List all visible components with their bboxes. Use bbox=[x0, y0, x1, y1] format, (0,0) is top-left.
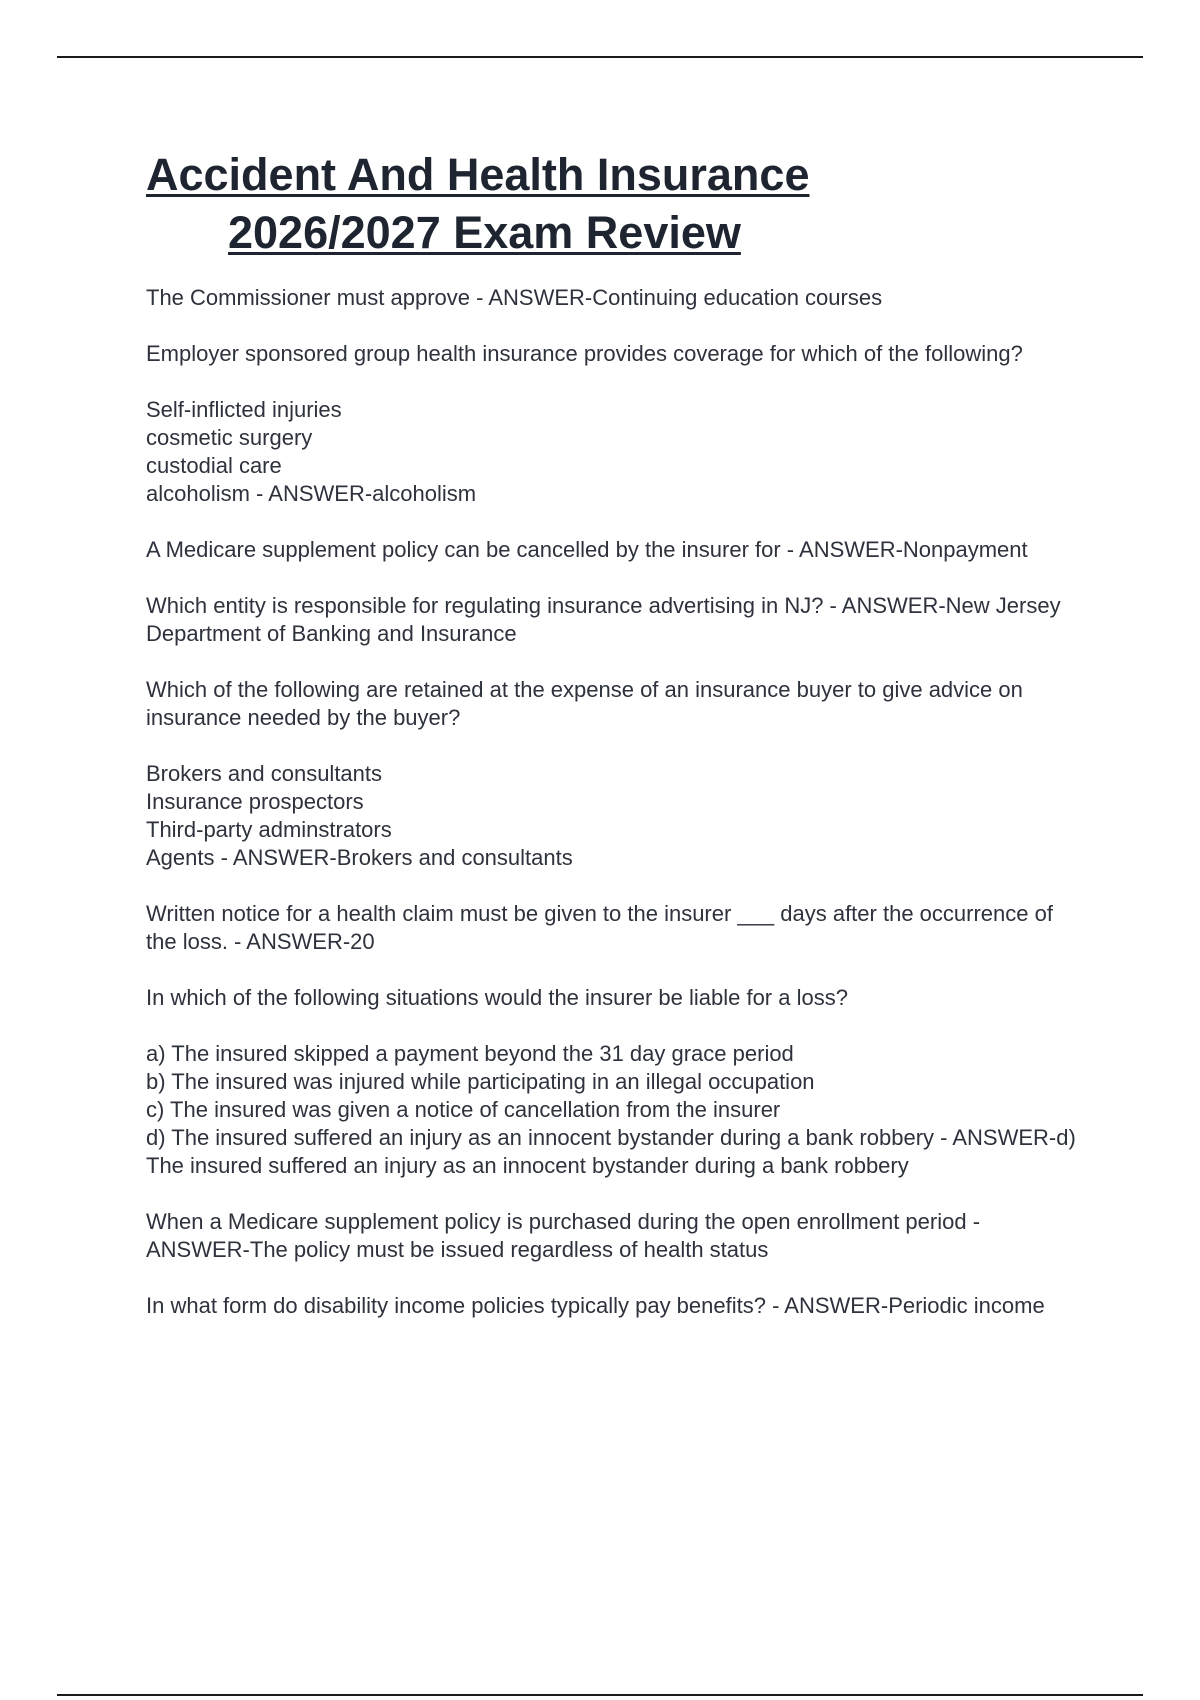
qa-option: cosmetic surgery bbox=[146, 425, 313, 450]
qa-option: d) The insured suffered an injury as an innocent bystander during a bank robbery - ANSWER-d) The insured suffered an injury as an innocent bystander during a bank robbery bbox=[146, 1125, 1076, 1178]
qa-option: Agents - ANSWER-Brokers and consultants bbox=[146, 845, 573, 870]
qa-item-8 bbox=[146, 1208, 1086, 1264]
qa-item-9 bbox=[146, 1292, 1086, 1320]
qa-text: In which of the following situations would the insurer be liable for a loss? bbox=[146, 985, 848, 1010]
qa-option: Brokers and consultants bbox=[146, 761, 383, 786]
qa-option: c) The insured was given a notice of cancellation from the insurer bbox=[146, 1097, 781, 1122]
qa-text: Employer sponsored group health insurance provides coverage for which of the following? bbox=[146, 341, 1023, 366]
page-title-line2: 2026/2027 Exam Review bbox=[228, 207, 741, 258]
qa-item-7 bbox=[146, 984, 1086, 1180]
qa-options bbox=[146, 760, 1086, 872]
qa-text: Written notice for a health claim must be given to the insurer ___ days after the occurrence of the loss. - ANSWER-20 bbox=[146, 901, 1053, 954]
page-title bbox=[146, 146, 1046, 262]
qa-option: Self-inflicted injuries bbox=[146, 397, 342, 422]
qa-options bbox=[146, 396, 1086, 508]
document-body bbox=[146, 284, 1086, 1348]
qa-item-2 bbox=[146, 340, 1086, 508]
qa-option: custodial care bbox=[146, 453, 282, 478]
qa-text: The Commissioner must approve - ANSWER-Continuing education courses bbox=[146, 285, 883, 310]
qa-item-4 bbox=[146, 592, 1086, 648]
qa-option: Insurance prospectors bbox=[146, 789, 364, 814]
qa-item-6 bbox=[146, 900, 1086, 956]
qa-option: alcoholism - ANSWER-alcoholism bbox=[146, 481, 477, 506]
qa-option: Third-party adminstrators bbox=[146, 817, 392, 842]
qa-item-3 bbox=[146, 536, 1086, 564]
qa-text: When a Medicare supplement policy is purchased during the open enrollment period - ANSWER-The policy must be issued regardless of health status bbox=[146, 1209, 981, 1262]
qa-option: a) The insured skipped a payment beyond the 31 day grace period bbox=[146, 1041, 794, 1066]
header-rule bbox=[57, 56, 1143, 58]
qa-option: b) The insured was injured while participating in an illegal occupation bbox=[146, 1069, 815, 1094]
footer-rule bbox=[57, 1694, 1143, 1696]
qa-text: A Medicare supplement policy can be cancelled by the insurer for - ANSWER-Nonpayment bbox=[146, 537, 1028, 562]
qa-options bbox=[146, 1040, 1086, 1180]
qa-text: Which entity is responsible for regulating insurance advertising in NJ? - ANSWER-New Jersey Department of Banking and Insurance bbox=[146, 593, 1061, 646]
qa-text: Which of the following are retained at the expense of an insurance buyer to give advice on insurance needed by the buyer? bbox=[146, 677, 1023, 730]
qa-item-1 bbox=[146, 284, 1086, 312]
qa-item-5 bbox=[146, 676, 1086, 872]
page-title-line1: Accident And Health Insurance bbox=[146, 149, 810, 200]
qa-text: In what form do disability income policies typically pay benefits? - ANSWER-Periodic income bbox=[146, 1293, 1045, 1318]
